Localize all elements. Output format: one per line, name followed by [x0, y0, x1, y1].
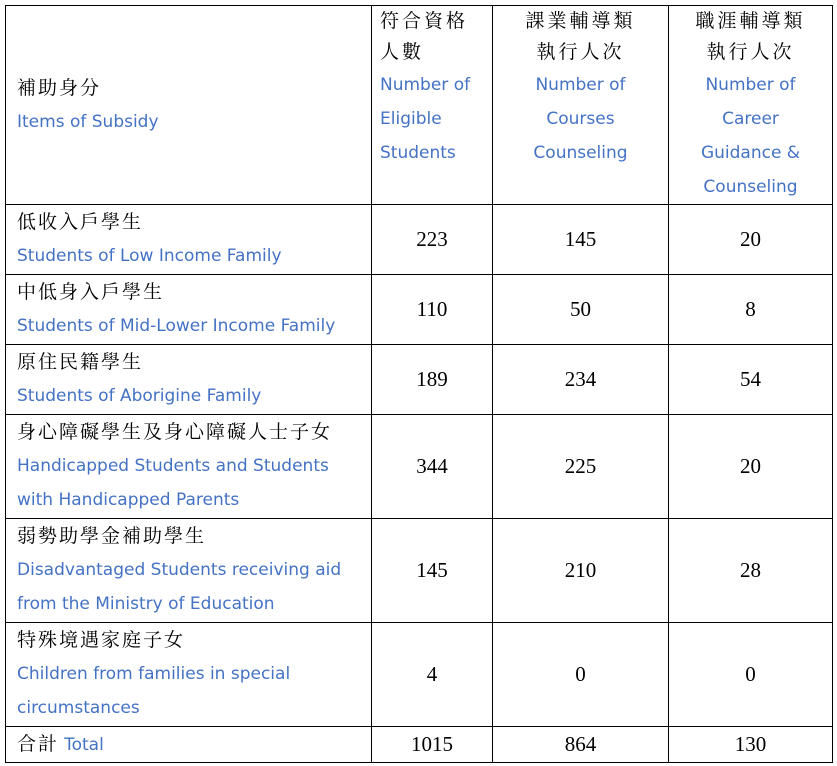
- row-label-zh: 特殊境遇家庭子女: [17, 628, 186, 651]
- courses-value: 145: [493, 205, 669, 275]
- total-courses-value: 864: [493, 726, 669, 763]
- career-value: 54: [669, 344, 833, 414]
- row-label-cell: [6, 274, 372, 344]
- row-label-en: Students of Low Income Family: [17, 246, 282, 266]
- row-label-en: circumstances: [17, 698, 140, 718]
- total-career-value: 130: [669, 726, 833, 763]
- total-label-zh: 合計: [17, 732, 60, 755]
- header-career-en-1: Number of: [705, 75, 796, 95]
- row-label-cell: [6, 205, 372, 275]
- eligible-value: 344: [372, 414, 493, 518]
- header-courses-en-2: Courses: [546, 109, 615, 129]
- header-courses-cell: [493, 6, 669, 205]
- header-item-cell: [6, 6, 372, 205]
- row-label-en: Students of Aborigine Family: [17, 385, 262, 406]
- row-label-en: Children from families in special: [17, 663, 291, 684]
- total-label-cell: [6, 726, 372, 763]
- header-eligible-en-1: Number of: [380, 75, 471, 95]
- row-label-en: Disadvantaged Students receiving aid: [17, 559, 342, 580]
- row-label-zh: 弱勢助學金補助學生: [17, 524, 207, 547]
- courses-value: 234: [493, 344, 669, 414]
- row-label-en: Handicapped Students and Students: [17, 455, 329, 476]
- career-value: 20: [669, 205, 833, 275]
- courses-value: 210: [493, 518, 669, 622]
- subsidy-table: [5, 5, 833, 763]
- row-label-zh: 原住民籍學生: [17, 350, 144, 373]
- table-row: [6, 205, 833, 275]
- courses-value: 225: [493, 414, 669, 518]
- header-career-cell: [669, 6, 833, 205]
- header-row: [6, 6, 833, 205]
- header-career-en-2: Career: [722, 109, 779, 129]
- eligible-value: 110: [372, 274, 493, 344]
- eligible-value: 4: [372, 622, 493, 726]
- total-row: [6, 726, 833, 763]
- header-eligible-zh-1: 符合資格: [380, 10, 469, 32]
- eligible-value: 189: [372, 344, 493, 414]
- header-eligible-zh-2: 人數: [380, 41, 425, 63]
- row-label-en: Students of Mid-Lower Income Family: [17, 315, 336, 336]
- row-label-cell: [6, 622, 372, 726]
- table-row: [6, 414, 833, 518]
- row-label-en: from the Ministry of Education: [17, 594, 275, 614]
- row-label-zh: 中低身入戶學生: [17, 280, 165, 303]
- career-value: 8: [669, 274, 833, 344]
- row-label-cell: [6, 344, 372, 414]
- table-row: [6, 274, 833, 344]
- header-courses-en-1: Number of: [535, 75, 626, 95]
- header-item-en: Items of Subsidy: [17, 111, 159, 132]
- header-career-zh-1: 職涯輔導類: [695, 10, 806, 32]
- row-label-cell: [6, 518, 372, 622]
- row-label-zh: 低收入戶學生: [17, 211, 144, 233]
- header-career-en-3: Guidance &: [700, 143, 801, 163]
- header-eligible-en-2: Eligible: [380, 109, 442, 129]
- header-courses-zh-1: 課業輔導類: [525, 10, 636, 32]
- courses-value: 50: [493, 274, 669, 344]
- row-label-en: with Handicapped Parents: [17, 490, 240, 510]
- eligible-value: 223: [372, 205, 493, 275]
- header-courses-en-3: Counseling: [533, 143, 628, 163]
- career-value: 28: [669, 518, 833, 622]
- career-value: 0: [669, 622, 833, 726]
- table-row: [6, 622, 833, 726]
- header-eligible-cell: [372, 6, 493, 205]
- row-label-cell: [6, 414, 372, 518]
- header-courses-zh-2: 執行人次: [536, 41, 625, 63]
- header-item-zh: 補助身分: [17, 76, 102, 99]
- total-eligible-value: 1015: [372, 726, 493, 763]
- table-row: [6, 518, 833, 622]
- header-eligible-en-3: Students: [380, 143, 456, 163]
- career-value: 20: [669, 414, 833, 518]
- table-row: [6, 344, 833, 414]
- total-label-en: Total: [64, 734, 104, 755]
- header-career-zh-2: 執行人次: [706, 41, 795, 63]
- row-label-zh: 身心障礙學生及身心障礙人士子女: [17, 420, 333, 443]
- courses-value: 0: [493, 622, 669, 726]
- header-career-en-4: Counseling: [703, 177, 798, 197]
- eligible-value: 145: [372, 518, 493, 622]
